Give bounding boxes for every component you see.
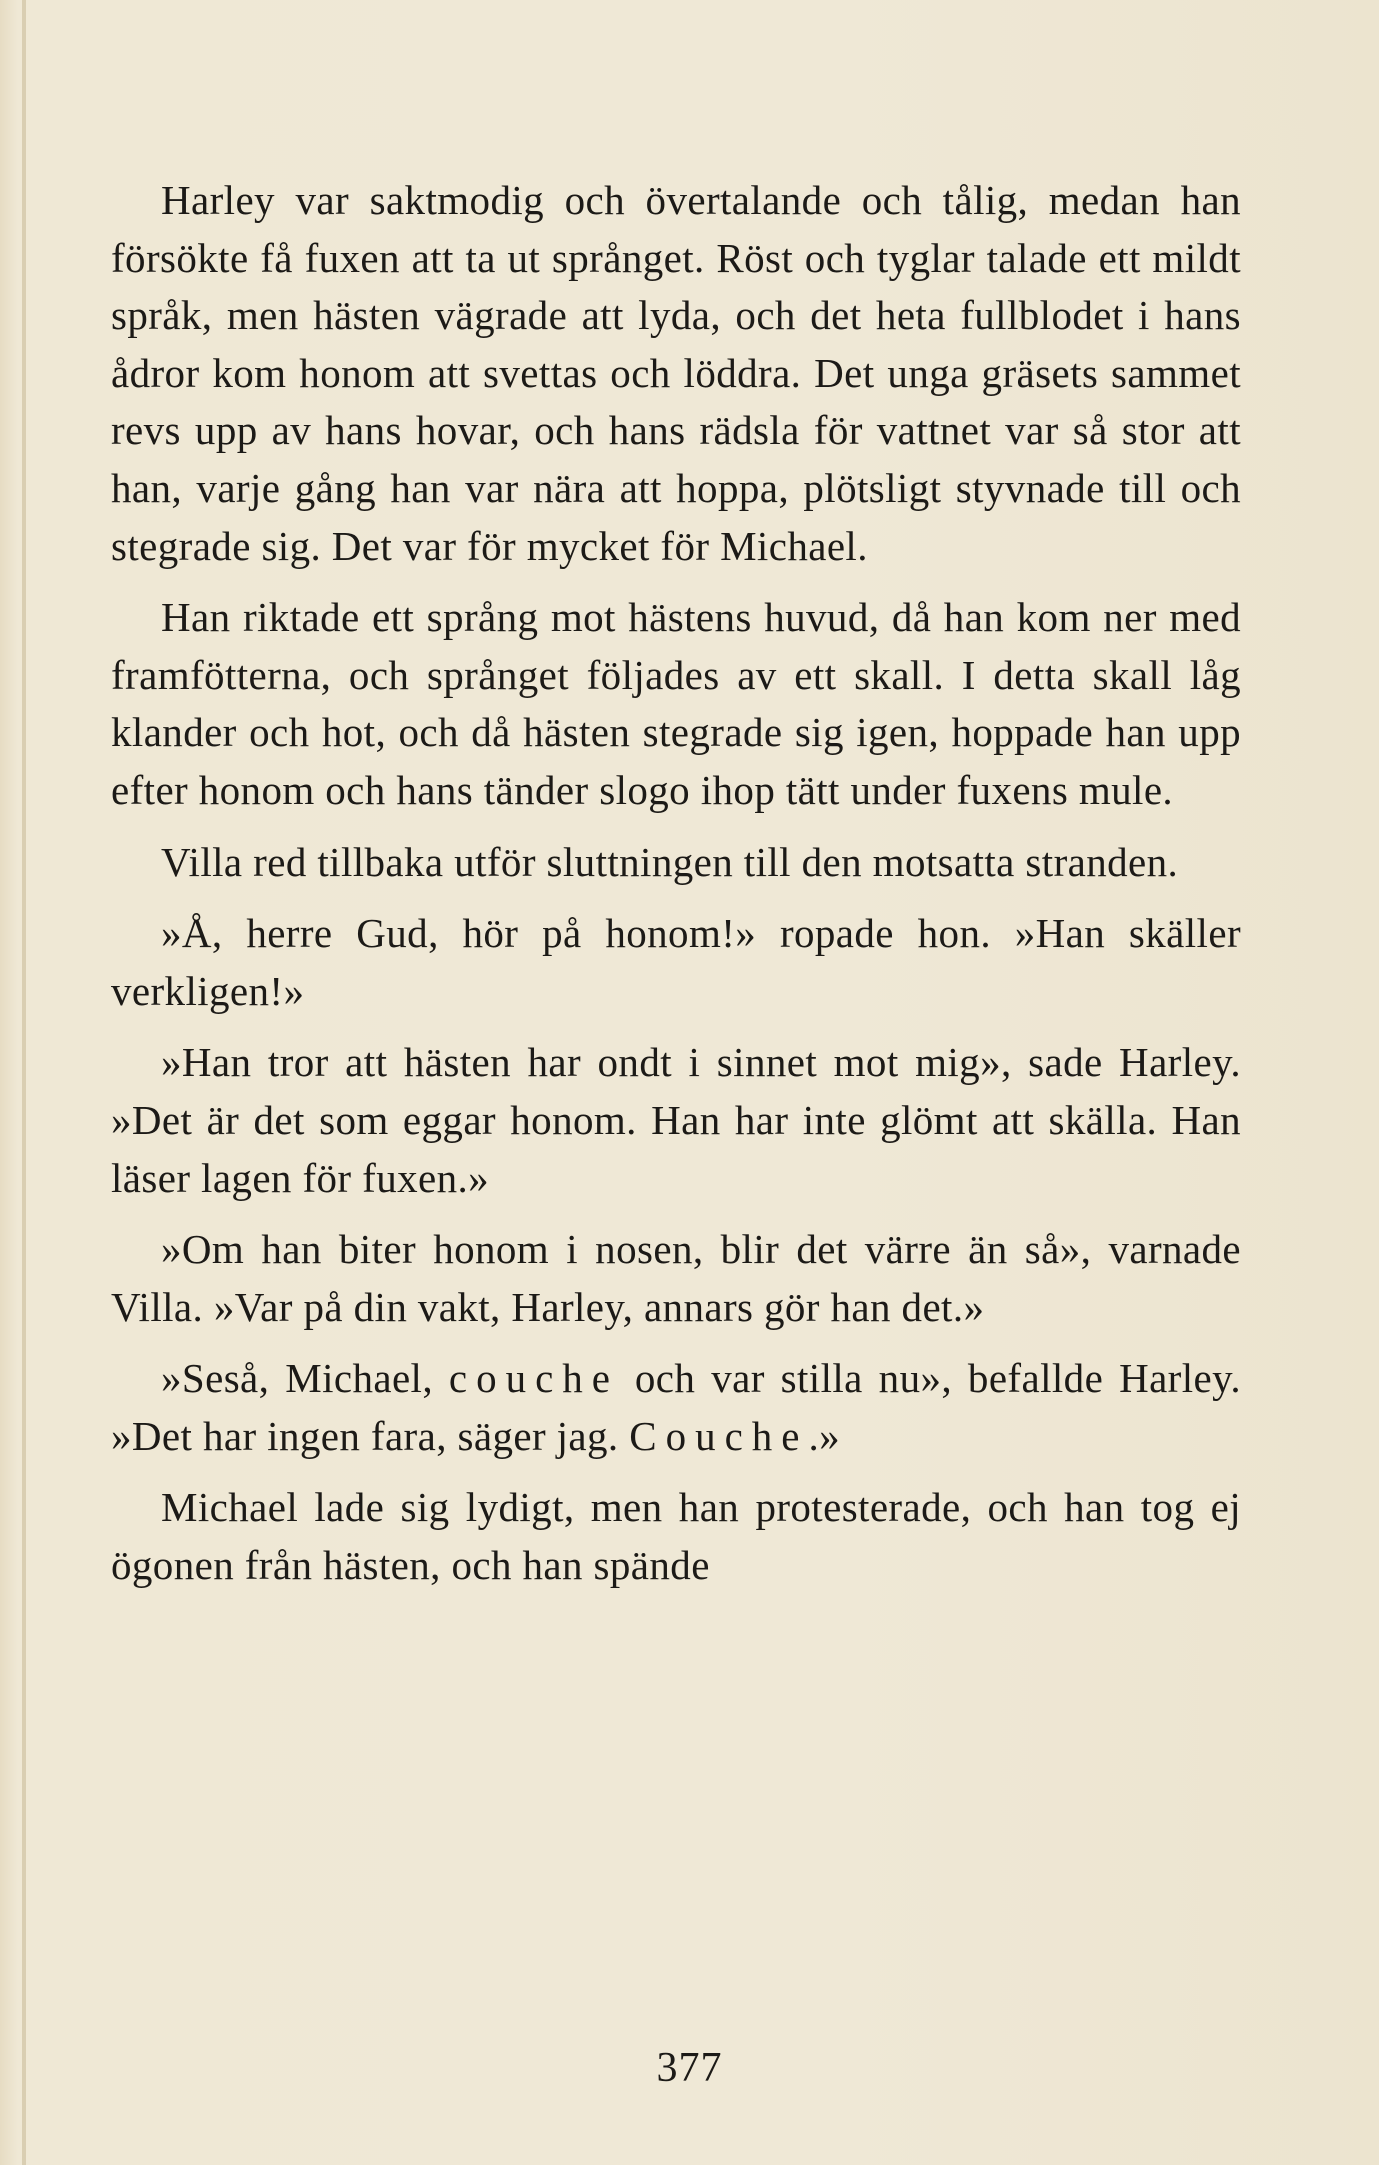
spaced-word: couche [448,1355,619,1402]
paragraph [111,1221,1241,1336]
paragraph [111,905,1241,1020]
page-gutter-edge [22,0,26,2165]
paragraph [111,1350,1241,1465]
text-run: Harley var saktmodig och övertalande och tålig, medan han försökte få fuxen att ta ut språnget. Röst och tyglar talade ett mildt språk, men hästen vägrade att lyda, och det heta fullblodet i hans ådror kom honom att svettas och löddra. Det unga gräsets sammet revs upp av hans hovar, och hans rädsla för vattnet var så stor att han, varje gång han var nära att hoppa, plötsligt styvnade till och stegrade sig. Det var för mycket för Michael. [111,177,1241,569]
text-run: »Å, herre Gud, hör på honom!» ropade hon. »Han skäller verkligen!» [111,910,1241,1014]
paragraph [111,834,1241,892]
text-run: »Om han biter honom i nosen, blir det värre än så», varnade Villa. »Var på din vakt, Harley, annars gör han det.» [111,1226,1241,1330]
paragraph [111,172,1241,575]
text-run: Han riktade ett språng mot hästens huvud, då han kom ner med framfötterna, och språnget följades av ett skall. I detta skall låg klander och hot, och då hästen stegrade sig igen, hoppade han upp efter honom och hans tänder slogo ihop tätt under fuxens mule. [111,594,1241,813]
paragraph [111,1479,1241,1594]
paragraph [111,589,1241,819]
body-text [111,172,1241,1609]
text-run: »Han tror att hästen har ondt i sinnet mot mig», sade Harley. »Det är det som eggar honom. Han har inte glömt att skälla. Han läser lagen för fuxen.» [111,1039,1241,1201]
text-run: »Seså, Michael, [161,1355,449,1402]
spaced-word: Couche [629,1412,809,1459]
page-number: 377 [656,2045,723,2091]
text-run: Villa red tillbaka utför sluttningen till den motsatta stranden. [161,838,1179,885]
text-run: och var stilla nu», befallde Harley. »Det har ingen fara, säger jag. [111,1355,1242,1459]
paragraph [111,1034,1241,1207]
text-run: .» [808,1412,841,1459]
text-run: Michael lade sig lydigt, men han protesterade, och han tog ej ögonen från hästen, och han spände [111,1484,1241,1589]
